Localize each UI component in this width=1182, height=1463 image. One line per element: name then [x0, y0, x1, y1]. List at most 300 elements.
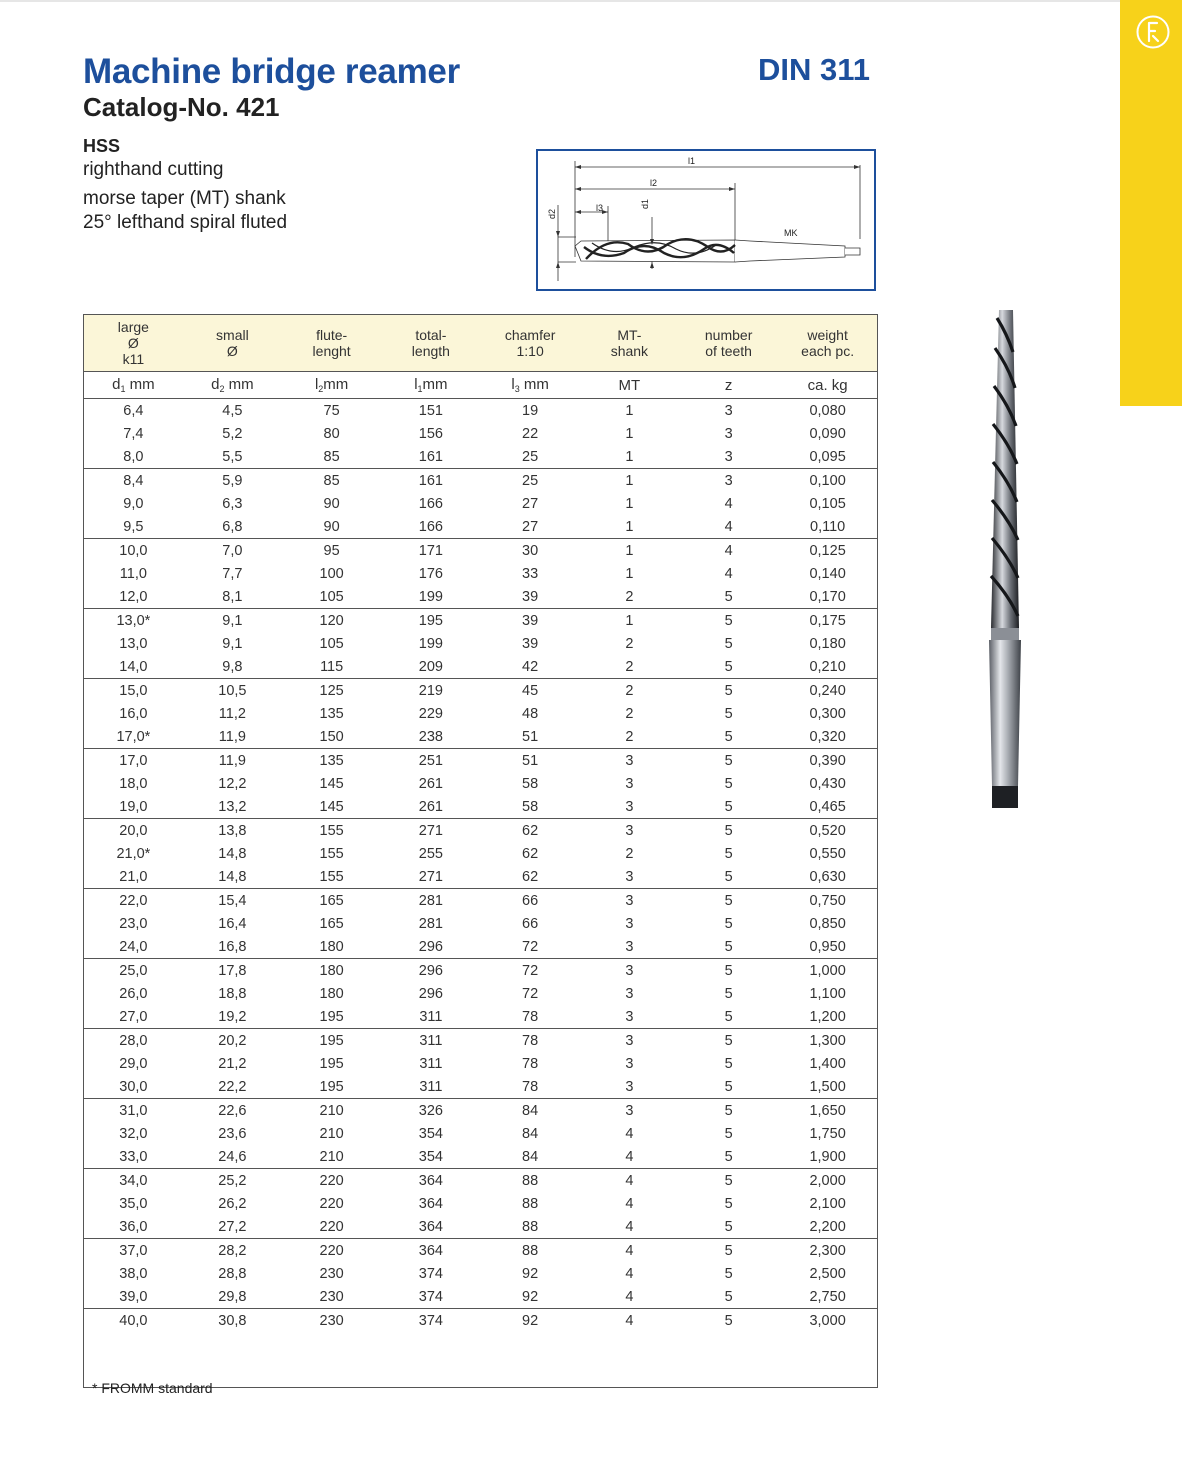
- table-cell: 220: [282, 1215, 381, 1239]
- table-cell: 4: [679, 515, 778, 539]
- table-cell: 8,1: [183, 585, 282, 609]
- table-cell: 150: [282, 725, 381, 749]
- table-cell: 0,850: [809, 915, 846, 932]
- unit-symbol: d: [211, 376, 220, 393]
- table-cell: 5: [724, 962, 733, 979]
- table-cell: 31,0: [119, 1102, 148, 1119]
- table-cell: 18,8: [218, 985, 247, 1002]
- table-cell: 5: [679, 725, 778, 749]
- table-cell: 155: [319, 822, 344, 839]
- table-cell: 296: [418, 985, 443, 1002]
- dim-label-d1: d1: [640, 198, 650, 209]
- table-cell: 0,550: [809, 845, 846, 862]
- table-cell: 16,8: [183, 935, 282, 959]
- table-row: [84, 1169, 878, 1193]
- table-row: [84, 1262, 878, 1285]
- table-cell: 3: [580, 865, 679, 889]
- table-cell: 5: [724, 985, 733, 1002]
- table-cell: 220: [319, 1242, 344, 1259]
- table-cell: 1: [625, 495, 634, 512]
- table-cell: 58: [522, 775, 539, 792]
- table-cell: 3: [625, 1102, 634, 1119]
- column-header-line: each pc.: [801, 343, 855, 359]
- table-cell: 145: [282, 795, 381, 819]
- table-cell: 58: [481, 795, 580, 819]
- table-cell: 26,2: [218, 1195, 247, 1212]
- table-cell: 296: [381, 935, 480, 959]
- table-cell: 11,9: [183, 725, 282, 749]
- table-row: [84, 1075, 878, 1099]
- table-row: [84, 515, 878, 539]
- table-cell: 45: [522, 682, 539, 699]
- table-row: [84, 1099, 878, 1123]
- table-cell: 80: [323, 425, 340, 442]
- table-row: [84, 1192, 878, 1215]
- unit-label: [778, 372, 877, 399]
- table-cell: 4: [625, 1242, 634, 1259]
- table-cell: 17,0: [119, 752, 148, 769]
- table-cell: 7,4: [123, 425, 144, 442]
- standard-label: DIN 311: [758, 52, 871, 87]
- table-cell: 6,3: [222, 495, 243, 512]
- table-cell: 48: [522, 705, 539, 722]
- table-cell: 0,110: [778, 515, 877, 539]
- table-cell: 92: [481, 1285, 580, 1309]
- table-cell: 374: [381, 1285, 480, 1309]
- table-cell: 210: [319, 1102, 344, 1119]
- table-row: [84, 1309, 878, 1333]
- table-cell: 24,0: [84, 935, 183, 959]
- table-cell: 33,0: [84, 1145, 183, 1169]
- table-cell: 374: [418, 1265, 443, 1282]
- table-row: [84, 655, 878, 679]
- column-header-line: of teeth: [705, 343, 752, 359]
- table-row: [84, 1145, 878, 1169]
- table-cell: 30: [522, 542, 539, 559]
- table-cell: 161: [418, 472, 443, 489]
- dim-label-l1: l1: [688, 156, 696, 166]
- table-cell: 105: [282, 585, 381, 609]
- table-row: [84, 1215, 878, 1239]
- table-cell: 195: [319, 1032, 344, 1049]
- table-cell: 0,170: [778, 585, 877, 609]
- table-cell: 5: [724, 845, 733, 862]
- unit-label: [679, 372, 778, 399]
- table-cell: 1,750: [809, 1125, 846, 1142]
- table-cell: 51: [522, 752, 539, 769]
- column-header-line: large: [117, 319, 149, 335]
- unit-symbol: ca. kg: [807, 376, 848, 394]
- table-cell: 32,0: [119, 1125, 148, 1142]
- table-cell: 11,0: [119, 565, 147, 582]
- table-cell: 26,0: [119, 985, 148, 1002]
- table-cell: 36,0: [84, 1215, 183, 1239]
- table-cell: 1: [625, 612, 634, 629]
- table-cell: 210: [282, 1145, 381, 1169]
- table-cell: 19,2: [183, 1005, 282, 1029]
- table-cell: 5: [724, 1265, 733, 1282]
- table-cell: 1: [580, 515, 679, 539]
- table-cell: 5: [679, 1075, 778, 1099]
- table-cell: 39: [522, 612, 539, 629]
- unit-suffix: mm: [323, 376, 349, 393]
- table-cell: 39: [522, 635, 539, 652]
- table-cell: 5: [724, 635, 733, 652]
- reamer-photo: [975, 308, 1035, 813]
- table-cell: 14,8: [183, 865, 282, 889]
- column-header-line: shank: [610, 343, 649, 359]
- column-header-line: chamfer: [504, 327, 556, 343]
- unit-symbol: l: [414, 376, 418, 393]
- column-header: [282, 315, 381, 372]
- table-row: [84, 562, 878, 585]
- table-cell: 75: [323, 402, 340, 419]
- table-cell: 40,0: [119, 1312, 148, 1329]
- table-cell: 1,100: [809, 985, 846, 1002]
- table-cell: 85: [282, 445, 381, 469]
- column-header-line: k11: [122, 351, 145, 367]
- table-cell: 6,8: [183, 515, 282, 539]
- unit-suffix: mm: [125, 376, 155, 393]
- table-cell: 88: [522, 1195, 539, 1212]
- table-cell: 78: [481, 1075, 580, 1099]
- table-row: [84, 1005, 878, 1029]
- table-cell: 374: [418, 1312, 443, 1329]
- table-cell: 92: [522, 1265, 539, 1282]
- table-cell: 5: [724, 1172, 733, 1189]
- table-cell: 0,105: [809, 495, 846, 512]
- table-cell: 195: [319, 1055, 344, 1072]
- table-cell: 12,2: [218, 775, 247, 792]
- table-cell: 22,2: [183, 1075, 282, 1099]
- table-cell: 311: [381, 1005, 480, 1029]
- table-cell: 66: [522, 915, 539, 932]
- table-cell: 180: [319, 985, 344, 1002]
- table-cell: 230: [319, 1265, 344, 1282]
- column-header-line: flute-: [316, 327, 348, 343]
- table-cell: 0,390: [809, 752, 846, 769]
- table-cell: 5: [724, 1055, 733, 1072]
- table-cell: 27: [522, 495, 539, 512]
- table-cell: 90: [282, 515, 381, 539]
- table-cell: 171: [418, 542, 443, 559]
- table-cell: 5: [679, 1215, 778, 1239]
- table-row: [84, 679, 878, 703]
- table-cell: 0,300: [809, 705, 846, 722]
- table-cell: 18,0: [119, 775, 148, 792]
- table-cell: 115: [282, 655, 381, 679]
- table-cell: 6,4: [123, 402, 144, 419]
- table-cell: 39,0: [84, 1285, 183, 1309]
- table-cell: 3: [679, 445, 778, 469]
- table-row: [84, 842, 878, 865]
- table-cell: 14,8: [218, 845, 247, 862]
- column-header: [580, 315, 679, 372]
- table-cell: 21,0*: [116, 845, 151, 862]
- table-cell: 5: [724, 1125, 733, 1142]
- table-cell: 219: [418, 682, 443, 699]
- table-cell: 4: [625, 1312, 634, 1329]
- table-cell: 2: [625, 845, 634, 862]
- table-cell: 88: [522, 1242, 539, 1259]
- table-cell: 5: [724, 775, 733, 792]
- table-cell: 3: [625, 962, 634, 979]
- table-cell: 199: [418, 635, 443, 652]
- table-row: [84, 725, 878, 749]
- table-cell: 165: [319, 915, 344, 932]
- table-row: [84, 1052, 878, 1075]
- unit-label: [183, 372, 282, 399]
- table-cell: 364: [418, 1195, 443, 1212]
- table-cell: 199: [381, 585, 480, 609]
- table-row: [84, 959, 878, 983]
- table-cell: 5: [724, 1242, 733, 1259]
- table-cell: 3: [625, 1055, 634, 1072]
- table-row: [84, 399, 878, 423]
- table-cell: 105: [319, 635, 344, 652]
- table-cell: 28,8: [218, 1265, 247, 1282]
- feature-line: 25° lefthand spiral fluted: [83, 212, 288, 233]
- table-cell: 66: [522, 892, 539, 909]
- table-cell: 17,0*: [84, 725, 183, 749]
- table-cell: 3: [625, 915, 634, 932]
- table-cell: 364: [381, 1215, 480, 1239]
- table-cell: 0,180: [809, 635, 846, 652]
- table-row: [84, 749, 878, 773]
- table-cell: 120: [319, 612, 344, 629]
- table-cell: 5: [724, 1195, 733, 1212]
- unit-subscript: 1: [417, 384, 423, 394]
- unit-suffix: mm: [224, 376, 254, 393]
- column-header: [183, 315, 282, 372]
- table-cell: 4: [625, 1195, 634, 1212]
- table-cell: 0,320: [778, 725, 877, 749]
- table-cell: 4: [625, 1265, 634, 1282]
- table-cell: 156: [418, 425, 443, 442]
- table-cell: 3: [580, 795, 679, 819]
- column-header: [778, 315, 877, 372]
- table-cell: 5: [724, 752, 733, 769]
- table-cell: 209: [381, 655, 480, 679]
- table-cell: 271: [381, 865, 480, 889]
- unit-subscript: 2: [318, 384, 324, 394]
- table-cell: 151: [418, 402, 443, 419]
- table-cell: 1: [625, 565, 634, 582]
- table-cell: 354: [418, 1125, 443, 1142]
- table-cell: 7,7: [222, 565, 243, 582]
- table-cell: 125: [319, 682, 344, 699]
- table-cell: 195: [282, 1005, 381, 1029]
- table-cell: 1,200: [778, 1005, 877, 1029]
- table-cell: 22,0: [119, 892, 148, 909]
- table-cell: 180: [282, 935, 381, 959]
- table-cell: 13,2: [183, 795, 282, 819]
- table-cell: 19: [522, 402, 539, 419]
- table-row: [84, 1239, 878, 1263]
- table-cell: 4: [724, 495, 733, 512]
- table-cell: 72: [481, 935, 580, 959]
- table-cell: 2,300: [809, 1242, 846, 1259]
- table-cell: 261: [381, 795, 480, 819]
- table-cell: 42: [481, 655, 580, 679]
- table-cell: 24,6: [183, 1145, 282, 1169]
- dim-label-d2: d2: [547, 208, 557, 219]
- table-row: [84, 819, 878, 843]
- table-cell: 195: [282, 1075, 381, 1099]
- table-cell: 8,0: [84, 445, 183, 469]
- table-cell: 9,1: [222, 612, 243, 629]
- table-row: [84, 1029, 878, 1053]
- table-cell: 0,750: [809, 892, 846, 909]
- unit-symbol: z: [724, 376, 733, 394]
- table-row: [84, 469, 878, 493]
- table-cell: 166: [418, 495, 443, 512]
- table-cell: 195: [418, 612, 443, 629]
- spec-table: [83, 314, 878, 1388]
- table-cell: 5,9: [222, 472, 243, 489]
- table-cell: 0,240: [809, 682, 846, 699]
- table-cell: 5: [724, 612, 733, 629]
- table-cell: 25: [522, 472, 539, 489]
- table-cell: 311: [419, 1032, 443, 1049]
- table-row: [84, 935, 878, 959]
- table-cell: 7,0: [222, 542, 243, 559]
- table-row: [84, 982, 878, 1005]
- table-cell: 23,0: [119, 915, 148, 932]
- column-header-line: small: [216, 327, 249, 343]
- table-cell: 39: [481, 585, 580, 609]
- table-cell: 16,4: [218, 915, 247, 932]
- table-row: [84, 539, 878, 563]
- table-cell: 15,0: [119, 682, 148, 699]
- table-cell: 100: [319, 565, 344, 582]
- unit-label: [481, 372, 580, 399]
- table-cell: 261: [418, 775, 443, 792]
- table-cell: 27,2: [183, 1215, 282, 1239]
- column-header-line: number: [704, 327, 753, 343]
- table-cell: 0,080: [809, 402, 846, 419]
- table-row: [84, 609, 878, 633]
- table-cell: 155: [282, 865, 381, 889]
- dim-label-mk: MK: [784, 228, 798, 238]
- table-cell: 1,900: [778, 1145, 877, 1169]
- unit-subscript: 2: [219, 384, 225, 394]
- table-cell: 364: [418, 1242, 443, 1259]
- table-cell: 3: [580, 1005, 679, 1029]
- column-header: [84, 315, 183, 372]
- table-cell: 23,6: [218, 1125, 247, 1142]
- unit-label: [282, 372, 381, 399]
- table-cell: 4: [625, 1125, 634, 1142]
- table-cell: 0,430: [809, 775, 846, 792]
- table-cell: 21,2: [218, 1055, 247, 1072]
- table-cell: 4: [625, 1172, 634, 1189]
- table-cell: 5: [724, 1032, 733, 1049]
- table-cell: 21,0: [84, 865, 183, 889]
- table-cell: 3: [625, 892, 634, 909]
- table-cell: 25: [481, 445, 580, 469]
- table-cell: 17,8: [218, 962, 247, 979]
- table-cell: 88: [522, 1172, 539, 1189]
- table-cell: 0,125: [809, 542, 846, 559]
- table-cell: 5: [679, 1285, 778, 1309]
- table-cell: 5,2: [222, 425, 243, 442]
- table-cell: 3: [724, 425, 733, 442]
- table-cell: 13,0*: [116, 612, 151, 629]
- table-row: [84, 912, 878, 935]
- table-cell: 72: [522, 985, 539, 1002]
- table-row: [84, 632, 878, 655]
- table-cell: 29,8: [183, 1285, 282, 1309]
- units-row: [84, 372, 878, 399]
- table-cell: 155: [319, 845, 344, 862]
- column-header-line: Ø: [127, 335, 139, 351]
- table-cell: 10,5: [218, 682, 247, 699]
- table-cell: 2: [580, 725, 679, 749]
- table-cell: 3: [580, 935, 679, 959]
- table-cell: 27: [481, 515, 580, 539]
- dim-label-l2: l2: [650, 178, 658, 188]
- table-cell: 0,095: [778, 445, 877, 469]
- table-row: [84, 445, 878, 469]
- column-header-line: Ø: [226, 343, 238, 359]
- table-cell: 0,630: [778, 865, 877, 889]
- table-cell: 29,0: [119, 1055, 148, 1072]
- table-cell: 2,200: [778, 1215, 877, 1239]
- table-cell: 4: [724, 542, 733, 559]
- table-cell: 37,0: [119, 1242, 148, 1259]
- table-cell: 72: [522, 962, 539, 979]
- table-cell: 135: [319, 752, 344, 769]
- unit-label: [381, 372, 480, 399]
- table-cell: 14,0: [84, 655, 183, 679]
- table-cell: 38,0: [119, 1265, 148, 1282]
- table-cell: 2: [625, 682, 634, 699]
- table-cell: 5: [724, 915, 733, 932]
- table-cell: 0,100: [809, 472, 846, 489]
- table-row: [84, 1122, 878, 1145]
- table-cell: 0,520: [809, 822, 846, 839]
- table-cell: 4: [724, 565, 733, 582]
- table-cell: 3: [625, 985, 634, 1002]
- table-cell: 62: [522, 822, 539, 839]
- brand-logo-icon: [1135, 14, 1171, 50]
- table-cell: 229: [418, 705, 443, 722]
- table-cell: 4: [580, 1145, 679, 1169]
- table-cell: 20,2: [218, 1032, 247, 1049]
- table-cell: 30,8: [218, 1312, 247, 1329]
- table-cell: 85: [323, 472, 340, 489]
- unit-suffix: mm: [422, 376, 448, 393]
- table-row: [84, 492, 878, 515]
- table-cell: 28,2: [218, 1242, 247, 1259]
- unit-subscript: 3: [514, 384, 520, 394]
- table-cell: 281: [418, 915, 443, 932]
- table-row: [84, 795, 878, 819]
- table-cell: 5: [724, 682, 733, 699]
- table-cell: 3,000: [809, 1312, 846, 1329]
- table-cell: 0,465: [778, 795, 877, 819]
- table-cell: 1,650: [809, 1102, 846, 1119]
- table-cell: 1: [625, 402, 634, 419]
- table-cell: 90: [323, 495, 340, 512]
- table-body: [84, 399, 878, 1388]
- table-cell: 9,1: [222, 635, 243, 652]
- side-tab: [1120, 0, 1182, 406]
- table-cell: 5: [679, 795, 778, 819]
- table-cell: 51: [481, 725, 580, 749]
- reamer-drawing: [536, 149, 876, 291]
